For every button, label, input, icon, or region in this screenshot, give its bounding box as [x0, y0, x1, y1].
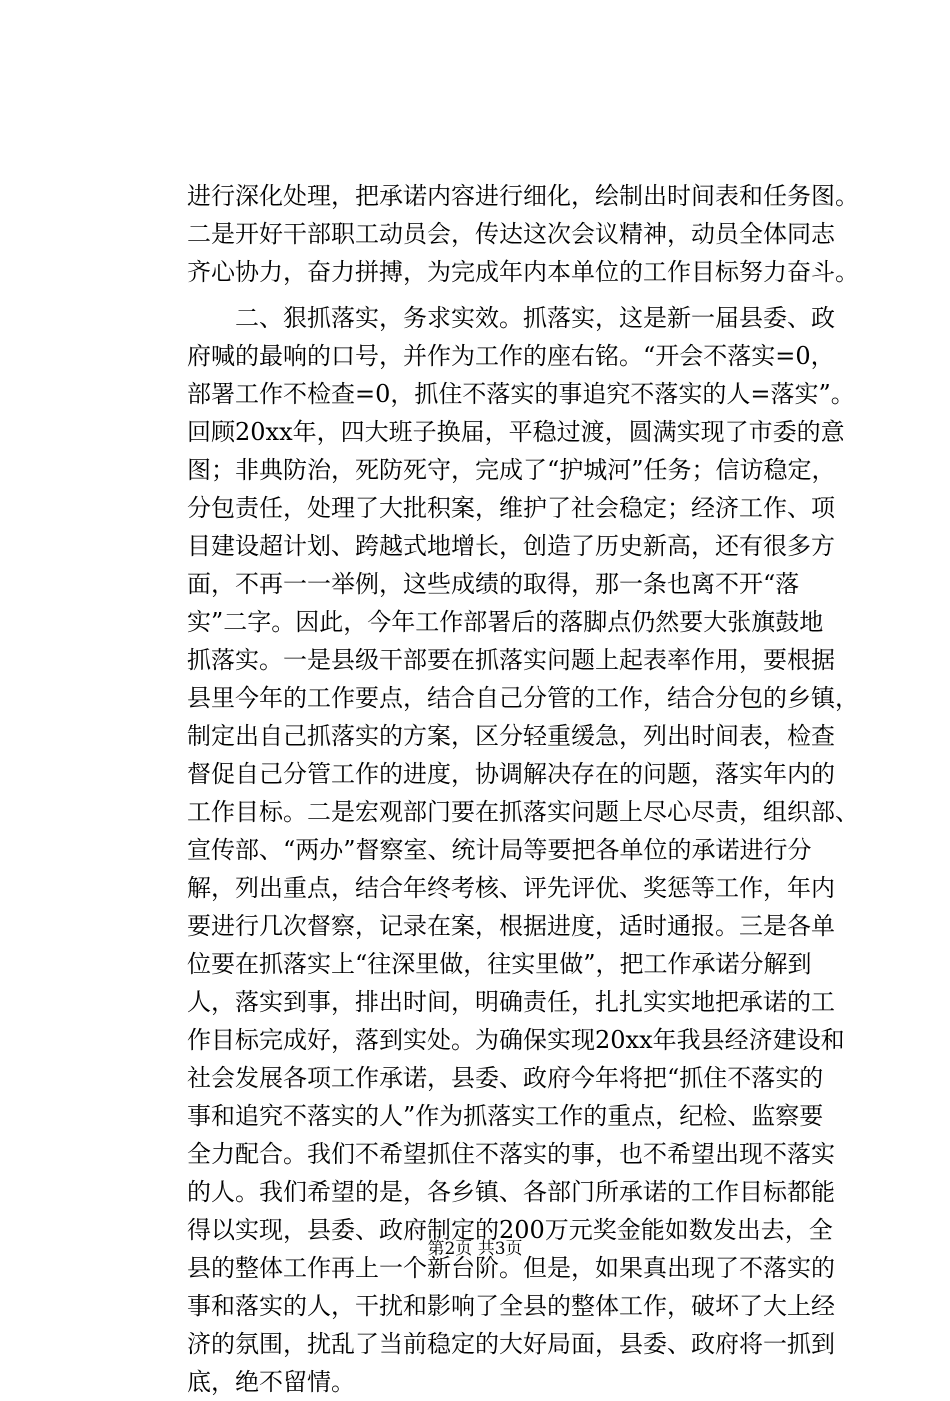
text-line: 作目标完成好，落到实处。为确保实现20xx年我县经济建设和	[187, 1026, 845, 1054]
text-line: 督促自己分管工作的进度，协调解决存在的问题，落实年内的	[187, 760, 835, 788]
text-line: 要进行几次督察，记录在案，根据进度，适时通报。三是各单	[187, 912, 835, 940]
text-line: 制定出自己抓落实的方案，区分轻重缓急，列出时间表，检查	[187, 722, 835, 750]
text-line: 齐心协力，奋力拼搏，为完成年内本单位的工作目标努力奋斗。	[187, 258, 859, 286]
text-line: 宣传部、“两办”督察室、统计局等要把各单位的承诺进行分	[187, 836, 812, 864]
paragraph-section-two	[187, 299, 859, 1401]
text-line: 工作目标。二是宏观部门要在抓落实问题上尽心尽责，组织部、	[187, 798, 859, 826]
text-line: 的人。我们希望的是，各乡镇、各部门所承诺的工作目标都能	[187, 1178, 835, 1206]
text-line: 解，列出重点，结合年终考核、评先评优、奖惩等工作，年内	[187, 874, 835, 902]
text-line: 实”二字。因此，今年工作部署后的落脚点仍然要大张旗鼓地	[187, 608, 824, 636]
text-line: 事和落实的人，干扰和影响了全县的整体工作，破坏了大上经	[187, 1292, 835, 1320]
text-line: 济的氛围，扰乱了当前稳定的大好局面，县委、政府将一抓到	[187, 1330, 835, 1358]
text-line: 抓落实。一是县级干部要在抓落实问题上起表率作用，要根据	[187, 646, 835, 674]
text-line: 回顾20xx年，四大班子换届，平稳过渡，圆满实现了市委的意	[187, 418, 845, 446]
text-line: 图；非典防治，死防死守，完成了“护城河”任务；信访稳定，	[187, 456, 836, 484]
text-line: 部署工作不检查=0，抓住不落实的事追究不落实的人=落实”。	[187, 380, 855, 408]
text-line: 位要在抓落实上“往深里做，往实里做”，把工作承诺分解到	[187, 950, 812, 978]
text-line: 人，落实到事，排出时间，明确责任，扎扎实实地把承诺的工	[187, 988, 835, 1016]
text-line: 社会发展各项工作承诺，县委、政府今年将把“抓住不落实的	[187, 1064, 824, 1092]
text-line: 二、狠抓落实，务求实效。抓落实，这是新一届县委、政	[187, 304, 835, 332]
text-line: 底，绝不留情。	[187, 1368, 355, 1396]
text-line: 县里今年的工作要点，结合自己分管的工作，结合分包的乡镇，	[187, 684, 859, 712]
text-line: 分包责任，处理了大批积案，维护了社会稳定；经济工作、项	[187, 494, 835, 522]
paragraph-continuation	[187, 177, 859, 291]
text-line: 全力配合。我们不希望抓住不落实的事，也不希望出现不落实	[187, 1140, 835, 1168]
text-line: 进行深化处理，把承诺内容进行细化，绘制出时间表和任务图。	[187, 182, 859, 210]
text-line: 目建设超计划、跨越式地增长，创造了历史新高，还有很多方	[187, 532, 835, 560]
text-line: 面，不再一一举例，这些成绩的取得，那一条也离不开“落	[187, 570, 800, 598]
text-line: 二是开好干部职工动员会，传达这次会议精神，动员全体同志	[187, 220, 835, 248]
text-line: 事和追究不落实的人”作为抓落实工作的重点，纪检、监察要	[187, 1102, 824, 1130]
text-line: 得以实现，县委、政府制定的200万元奖金能如数发出去，全	[187, 1216, 833, 1244]
page-number-footer: 第2页 共3页	[427, 1239, 523, 1259]
text-line: 府喊的最响的口号，并作为工作的座右铭。“开会不落实=0，	[187, 342, 835, 370]
text-line: 县的整体工作再上一个新台阶。但是，如果真出现了不落实的	[187, 1254, 835, 1282]
